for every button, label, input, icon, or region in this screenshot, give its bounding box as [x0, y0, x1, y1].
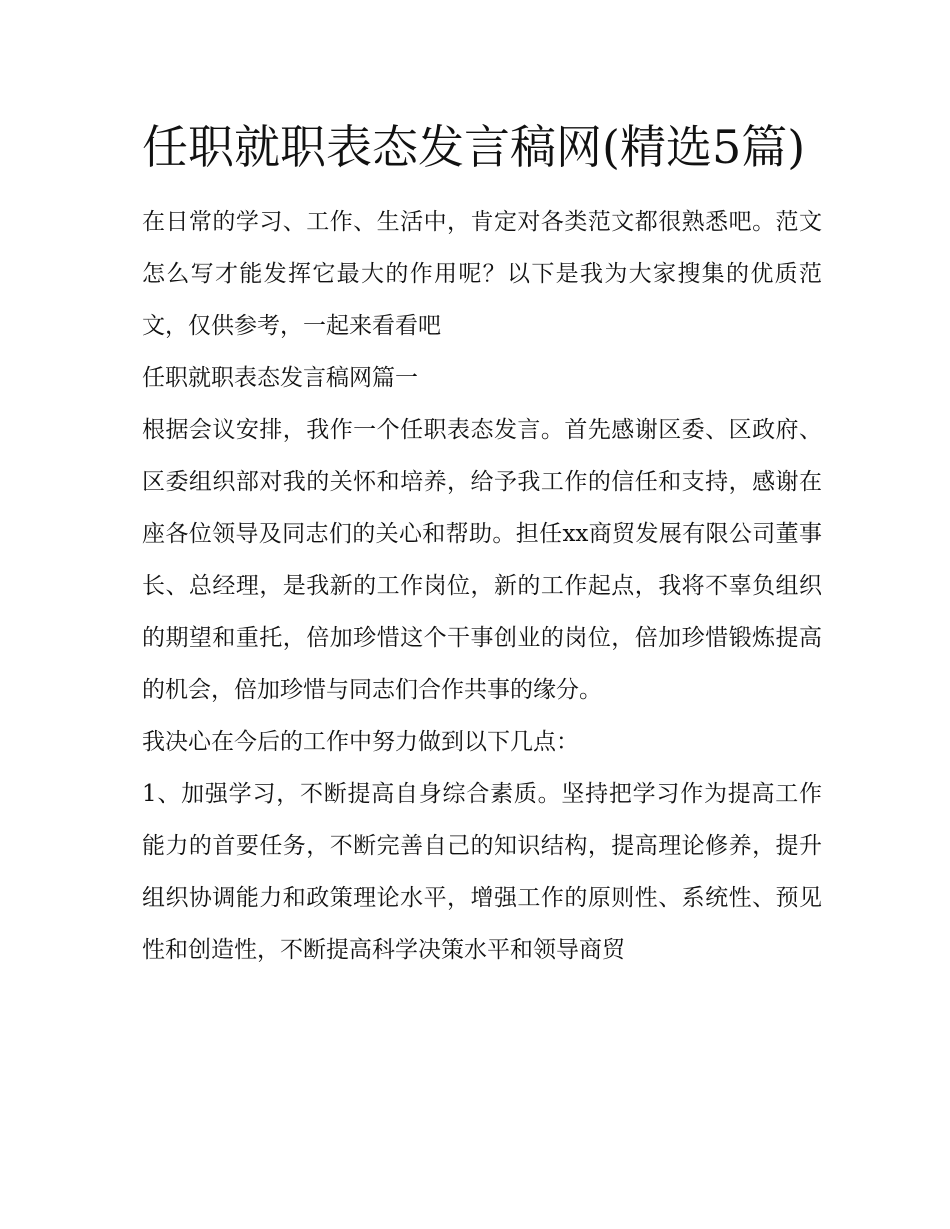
document-body: [142, 112, 822, 976]
body-paragraph-2: 我决心在今后的工作中努力做到以下几点：: [142, 729, 579, 755]
body-paragraph-1: 根据会议安排，我作一个任职表态发言。首先感谢区委、区政府、区委组织部对我的关怀和培养，给予我工作的信任和支持，感谢在座各位领导及同志们的关心和帮助。担任xx商贸发展有限公司董事长、总经理，是我新的工作岗位，新的工作起点，我将不辜负组织的期望和重托，倍加珍惜这个干事创业的岗位，倍加珍惜锻炼提高的机会，倍加珍惜与同志们合作共事的缘分。: [142, 417, 822, 703]
section-heading: 任职就职表态发言稿网篇一: [142, 365, 418, 391]
document-title: 任职就职表态发言稿网(精选5篇): [142, 120, 806, 174]
intro-paragraph: 在日常的学习、工作、生活中，肯定对各类范文都很熟悉吧。范文怎么写才能发挥它最大的作用呢？以下是我为大家搜集的优质范文，仅供参考，一起来看看吧: [142, 209, 822, 339]
body-paragraph-3: 1、加强学习，不断提高自身综合素质。坚持把学习作为提高工作能力的首要任务，不断完善自己的知识结构，提高理论修养，提升组织协调能力和政策理论水平，增强工作的原则性、系统性、预见性和创造性，不断提高科学决策水平和领导商贸: [142, 781, 822, 963]
